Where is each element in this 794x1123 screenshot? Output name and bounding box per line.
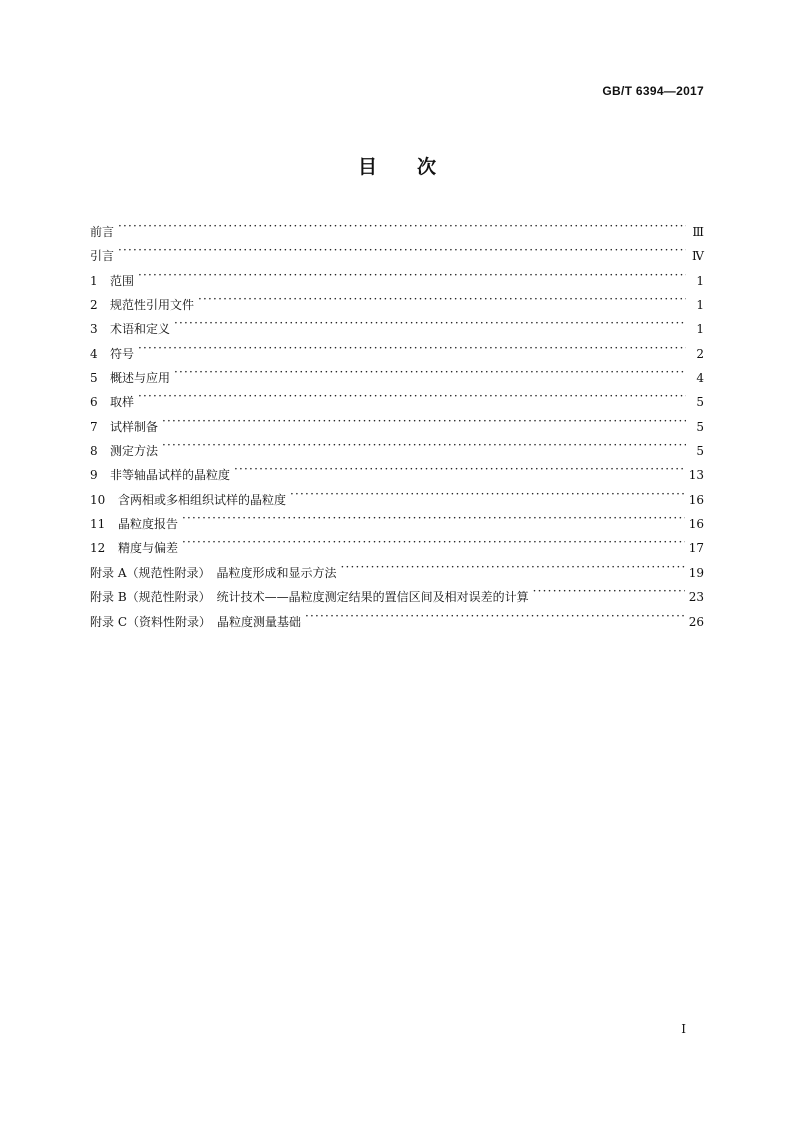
toc-entry-label — [90, 295, 198, 315]
toc-entry-text: 测定方法 — [110, 444, 159, 459]
toc-entry-text: 精度与偏差 — [118, 541, 179, 556]
toc-entry-number: 4 — [90, 346, 98, 361]
toc-entry[interactable] — [90, 313, 704, 337]
toc-entry-text: 非等轴晶试样的晶粒度 — [110, 468, 231, 483]
toc-entry-page: 16 — [688, 492, 704, 507]
toc-entry-number: 8 — [90, 444, 98, 459]
toc-dot-leader — [162, 435, 686, 455]
toc-entry-label — [90, 612, 305, 632]
toc-entry-number: 9 — [90, 468, 98, 483]
toc-entry-text: 附录 A（规范性附录） 晶粒度形成和显示方法 — [90, 565, 337, 580]
toc-entry-page: Ⅲ — [692, 225, 704, 239]
toc-entry-text: 附录 B（规范性附录） 统计技术——晶粒度测定结果的置信区间及相对误差的计算 — [90, 590, 529, 605]
toc-dot-leader — [340, 557, 684, 577]
toc-entry[interactable] — [90, 459, 704, 483]
toc-entry[interactable] — [90, 508, 704, 532]
toc-entry[interactable] — [90, 289, 704, 313]
toc-entry-label — [90, 563, 340, 583]
toc-entry-label — [90, 587, 533, 607]
toc-entry-text: 含两相或多相组织试样的晶粒度 — [118, 492, 287, 507]
toc-entry-label — [90, 271, 138, 291]
toc-entry-text: 试样制备 — [110, 419, 159, 434]
toc-dot-leader — [174, 362, 686, 382]
toc-entry-label — [90, 490, 290, 510]
standard-code: GB/T 6394—2017 — [602, 84, 704, 98]
toc-entry[interactable] — [90, 240, 704, 264]
toc-entry-label — [90, 222, 118, 242]
toc-dot-leader — [138, 265, 686, 285]
toc-entry[interactable] — [90, 216, 704, 240]
toc-entry[interactable] — [90, 557, 704, 581]
toc-entry-page: 17 — [688, 541, 704, 556]
toc-entry-page: 4 — [696, 371, 704, 386]
toc-entry[interactable] — [90, 338, 704, 362]
toc-dot-leader — [174, 313, 686, 333]
toc-entry-number: 3 — [90, 322, 98, 337]
toc-entry-label — [90, 465, 234, 485]
toc-entry-page: 1 — [696, 322, 704, 337]
toc-entry[interactable] — [90, 581, 704, 605]
toc-dot-leader — [290, 484, 685, 504]
toc-entry[interactable] — [90, 386, 704, 410]
toc-dot-leader — [118, 240, 686, 260]
toc-entry-label — [90, 368, 174, 388]
toc-entry[interactable] — [90, 411, 704, 435]
toc-entry-page: Ⅳ — [692, 249, 704, 264]
toc-entry-text: 术语和定义 — [110, 322, 171, 337]
toc-entry-page: 5 — [696, 419, 704, 434]
toc-entry-label — [90, 319, 174, 339]
toc-entry-text: 符号 — [110, 346, 135, 361]
toc-entry-text: 前言 — [90, 225, 115, 239]
toc-entry-number: 1 — [90, 273, 98, 288]
toc-dot-leader — [198, 289, 686, 309]
toc-dot-leader — [162, 411, 686, 431]
toc-dot-leader — [305, 606, 685, 626]
toc-entry-text: 概述与应用 — [110, 371, 171, 386]
toc-entry-page: 13 — [688, 468, 704, 483]
toc-entry-page: 2 — [696, 346, 704, 361]
toc-entry-label — [90, 441, 162, 461]
toc-entry-number: 11 — [90, 517, 106, 532]
toc-entry[interactable] — [90, 532, 704, 556]
page-title: 目次 — [357, 156, 476, 178]
toc-entry-text: 引言 — [90, 249, 115, 264]
toc-dot-leader — [138, 386, 686, 406]
toc-entry-page: 1 — [696, 298, 704, 313]
toc-entry-number: 12 — [90, 541, 106, 556]
toc-entry-number: 7 — [90, 419, 98, 434]
toc-entry-page: 23 — [688, 590, 704, 605]
toc-entry-label — [90, 514, 182, 534]
toc-entry-page: 16 — [688, 517, 704, 532]
toc-entry-label — [90, 344, 138, 364]
toc-entry-number: 5 — [90, 371, 98, 386]
toc-entry-page: 19 — [688, 565, 704, 580]
toc-dot-leader — [182, 532, 685, 552]
toc-entry-page: 1 — [696, 273, 704, 288]
toc-entry-text: 范围 — [110, 273, 135, 288]
toc-entry[interactable] — [90, 606, 704, 630]
toc-dot-leader — [118, 216, 686, 236]
toc-entry-text: 规范性引用文件 — [110, 298, 195, 313]
toc-entry-number: 6 — [90, 395, 98, 410]
toc-entry[interactable] — [90, 484, 704, 508]
toc-entry-text: 晶粒度报告 — [118, 517, 179, 532]
toc-entry-page: 5 — [696, 444, 704, 459]
toc-entry-label — [90, 417, 162, 437]
toc-entry[interactable] — [90, 265, 704, 289]
toc-entry[interactable] — [90, 362, 704, 386]
toc-entry-text: 附录 C（资料性附录） 晶粒度测量基础 — [90, 614, 301, 629]
toc-entry-label — [90, 538, 182, 558]
toc-entry-page: 26 — [688, 614, 704, 629]
table-of-contents — [90, 216, 704, 630]
toc-entry-number: 10 — [90, 492, 106, 507]
toc-dot-leader — [138, 338, 686, 358]
toc-entry-label — [90, 246, 118, 266]
toc-entry-label — [90, 392, 138, 412]
page-number: Ⅰ — [681, 1022, 686, 1036]
toc-dot-leader — [182, 508, 685, 528]
toc-entry-text: 取样 — [110, 395, 135, 410]
toc-dot-leader — [234, 459, 685, 479]
toc-entry-number: 2 — [90, 298, 98, 313]
toc-entry[interactable] — [90, 435, 704, 459]
toc-dot-leader — [533, 581, 685, 601]
toc-entry-page: 5 — [696, 395, 704, 410]
